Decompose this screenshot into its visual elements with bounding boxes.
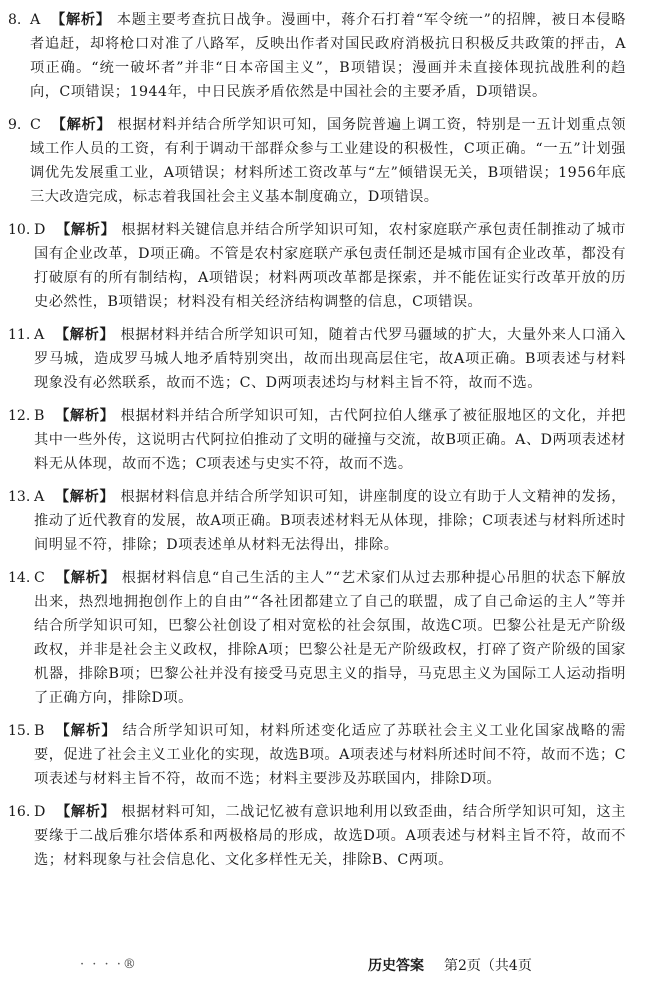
answer-body [34, 485, 626, 557]
answer-item-15 [8, 719, 626, 791]
analysis-tag: 【解析】 [55, 804, 116, 820]
answer-body [30, 8, 626, 104]
answer-letter: A [30, 12, 41, 28]
analysis-text: 根据材料信息并结合所学知识可知，讲座制度的设立有助于人文精神的发扬，推动了近代教育的发展，故A项正确。B项表述材料无从体现，排除；C项表述与材料所述时间明显不符，排除；D项表述单从材料无法得出，排除。 [34, 489, 626, 553]
analysis-text: 根据材料可知，二战记忆被有意识地利用以致歪曲，结合所学知识可知，这主要缘于二战后雅尔塔体系和两极格局的形成，故选D项。A项表述与材料主旨不符，故而不选；材料现象与社会信息化、文化多样性无关，排除B、C两项。 [34, 804, 626, 868]
footer-subject: 历史答案 [368, 958, 424, 974]
answer-item-11 [8, 323, 626, 395]
answer-item-8 [8, 8, 626, 104]
answer-body [34, 404, 626, 476]
answer-body [34, 323, 626, 395]
analysis-tag: 【解析】 [54, 327, 115, 343]
analysis-text: 结合所学知识可知，材料所述变化适应了苏联社会主义工业化国家战略的需要，促进了社会主义工业化的实现，故选B项。A项表述与材料所述时间不符，故而不选；C项表述与材料主旨不符，故而不选；材料主要涉及苏联国内，排除D项。 [34, 723, 626, 787]
answer-item-12 [8, 404, 626, 476]
answer-body [30, 113, 626, 209]
analysis-tag: 【解析】 [54, 723, 117, 739]
question-number: 9. [8, 117, 22, 133]
answer-body [34, 800, 626, 872]
analysis-tag: 【解析】 [54, 489, 115, 505]
answer-item-10 [8, 218, 626, 314]
answer-item-13 [8, 485, 626, 557]
answer-letter: A [34, 327, 45, 343]
analysis-tag: 【解析】 [51, 117, 112, 133]
analysis-tag: 【解析】 [54, 408, 115, 424]
question-number: 8. [8, 12, 22, 28]
analysis-text: 根据材料并结合所学知识可知，国务院普遍上调工资，特别是一五计划重点领域工作人员的工资，有利于调动干部群众参与工业建设的积极性，C项正确。“一五”计划强调优先发展重工业，A项错误；材料所述工资改革与“左”倾错误无关，B项错误；1956年底三大改造完成，标志着我国社会主义基本制度确立，D项错误。 [30, 117, 626, 205]
footer-mark: · · · ·® [80, 957, 138, 972]
answer-letter: D [34, 804, 46, 820]
footer-page-number: 第2页（共4页 [444, 958, 532, 974]
analysis-text: 根据材料并结合所学知识可知，随着古代罗马疆域的扩大，大量外来人口涌入罗马城，造成罗马城人地矛盾特别突出，故而出现高层住宅，故A项正确。B项表述与材料现象没有必然联系，故而不选；C、D两项表述均与材料主旨不符，故而不选。 [34, 327, 626, 391]
answer-body [34, 719, 626, 791]
answer-item-9 [8, 113, 626, 209]
question-number: 16. [8, 804, 31, 820]
answer-body [34, 566, 626, 710]
analysis-tag: 【解析】 [55, 222, 116, 238]
answer-item-16 [8, 800, 626, 872]
answer-letter: B [34, 723, 45, 739]
answer-letter: A [34, 489, 45, 505]
question-number: 13. [8, 489, 31, 505]
answer-letter: C [34, 570, 46, 586]
question-number: 12. [8, 408, 31, 424]
answer-letter: C [30, 117, 42, 133]
answer-item-14 [8, 566, 626, 710]
analysis-tag: 【解析】 [55, 570, 116, 586]
question-number: 14. [8, 570, 31, 586]
analysis-text: 根据材料并结合所学知识可知，古代阿拉伯人继承了被征服地区的文化，并把其中一些外传，这说明古代阿拉伯推动了文明的碰撞与交流，故B项正确。A、D两项表述材料无从体现，故而不选；C项表述与史实不符，故而不选。 [34, 408, 626, 472]
question-number: 10. [8, 222, 31, 238]
answer-letter: B [34, 408, 45, 424]
answer-body [34, 218, 626, 314]
analysis-text: 根据材料信息“自己生活的主人”“艺术家们从过去那种提心吊胆的状态下解放出来，热烈地拥抱创作上的自由”“各社团都建立了自己的联盟，成了自己命运的主人”等并结合所学知识可知，巴黎公社创设了相对宽松的社会氛围，故选C项。巴黎公社是无产阶级政权，并非是社会主义政权，排除A项；巴黎公社是无产阶级政权，打碎了资产阶级的国家机器，排除B项；巴黎公社并没有接受马克思主义的指导，马克思主义为国际工人运动指明了正确方向，排除D项。 [34, 570, 626, 706]
question-number: 11. [8, 327, 31, 343]
analysis-tag: 【解析】 [50, 12, 111, 28]
question-number: 15. [8, 723, 31, 739]
analysis-text: 根据材料关键信息并结合所学知识可知，农村家庭联产承包责任制推动了城市国有企业改革，D项正确。不管是农村家庭联产承包责任制还是城市国有企业改革，都没有打破原有的所有制结构，A项错误；材料两项改革都是探索，并不能佐证实行改革开放的历史必然性，B项错误；材料没有相关经济结构调整的信息，C项错误。 [34, 222, 626, 310]
analysis-text: 本题主要考查抗日战争。漫画中，蒋介石打着“军令统一”的招牌，被日本侵略者追赶，却将枪口对准了八路军，反映出作者对国民政府消极抗日积极反共政策的抨击，A项正确。“统一破坏者”并非“日本帝国主义”，B项错误；漫画并未直接体现抗战胜利的趋向，C项错误；1944年，中日民族矛盾依然是中国社会的主要矛盾，D项错误。 [30, 12, 626, 100]
page-footer [0, 955, 648, 979]
answer-letter: D [34, 222, 46, 238]
